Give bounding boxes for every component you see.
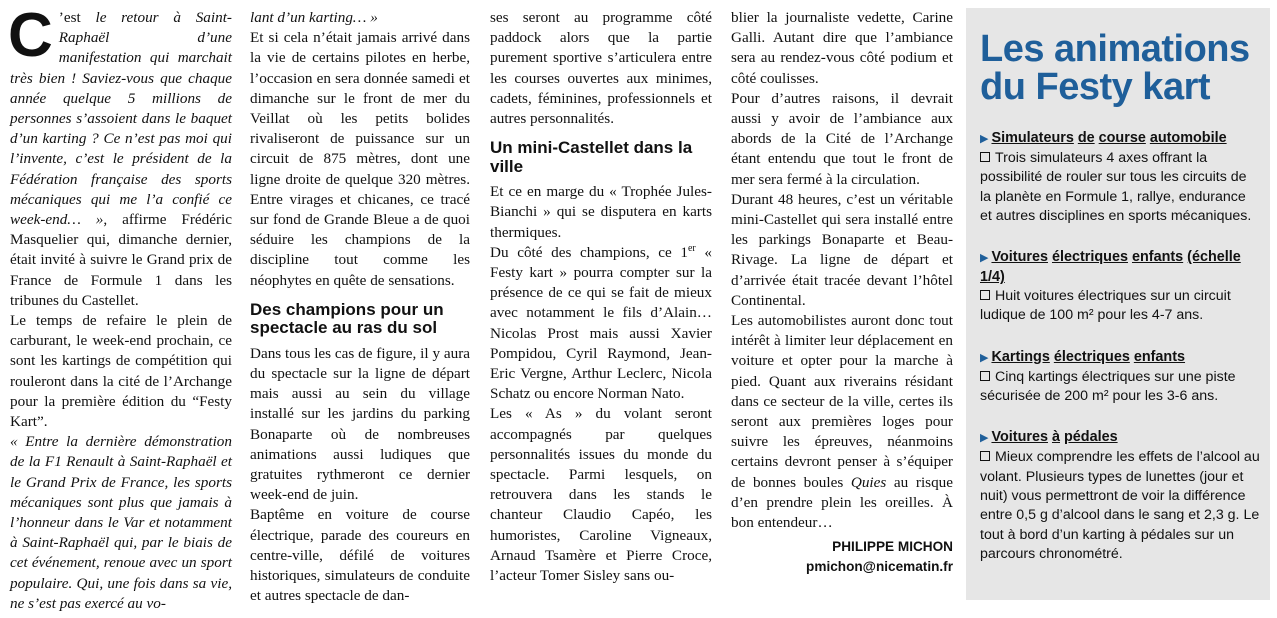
italic-word: Quies [850, 473, 887, 491]
paragraph: Baptême en voiture de course électrique, parade des coureurs en centre-ville, défilé de voitures historiques, simulateurs de conduite et autres spectacle de dan- [250, 506, 470, 605]
heading-word: Voitures [991, 429, 1048, 446]
sidebar-section [980, 428, 1260, 564]
heading-word: Voitures [991, 249, 1048, 266]
paragraph [490, 243, 712, 405]
bullet-triangle-icon: ▶ [980, 133, 989, 145]
quote-paragraph: « Entre la dernière démonstration de la F1 Renault à Saint-Raphaël et le Grand Prix de France, les sports mécaniques sont plus que jamais à l’honneur dans le Var et notamment à Saint-Raphaël qui, par le biais de cet événement, renoue avec un sport populaire. Qui, une fois dans sa vie, ne s’est pas exercé au vo- [10, 433, 232, 612]
subheading-mini-castellet: Un mini-Castellet dans la ville [490, 138, 693, 176]
lead-quote: le retour à Saint-Raphaël d’une manifestation qui marchait très bien ! Saviez-vous que chaque année quelque 5 millions de personnes s’assoient dans le baquet d’un karting ? Ce n’est pas moi qui l’invente, c’est le président de la Fédération française des sports mécaniques qui me l’a confié ce week-end… » [10, 9, 232, 229]
heading-word: pédales [1064, 429, 1118, 446]
sidebar-section [980, 248, 1260, 326]
text-segment: « Festy kart » pourra compter sur la présence de ce qui se fait de mieux avec notamment le fils d’Alain… Nicolas Prost mais aussi Xavier Pompidou, Cyril Raymond, Jean-Eric Vergne, Arthur Leclerc, Nicola Schatz ou encore Norman Nato. [490, 243, 712, 403]
sidebar-title: Les animations du Festy kart [980, 28, 1250, 108]
paragraph: ses seront au programme côté paddock alors que la partie purement sportive s’articulera entre les courses ouvertes aux minimes, cadets, féminines, professionnels et autres personnalités. [490, 9, 712, 128]
paragraph: Le temps de refaire le plein de carburant, le week-end prochain, ce sont les kartings de compétition qui rouleront dans la cité de l’Archange pour la première édition du “Festy Kart”. [10, 312, 232, 431]
author-name: PHILIPPE MICHON [832, 539, 953, 555]
drop-cap: C [8, 1, 53, 70]
bullet-triangle-icon: ▶ [980, 252, 989, 265]
heading-word: enfants [1131, 249, 1184, 266]
lead-paragraph [8, 1, 233, 311]
sidebar-content [980, 30, 1260, 564]
sidebar-section-text: Mieux comprendre les effets de l’alcool au volant. Plusieurs types de lunettes (jour et nuit) vous permettront de voir la différence entre 0,5 g d’alcool dans le sang et 2,3 g. Le tout à bord d’un karting à pédales sur un parcours chronométré. [980, 449, 1260, 562]
quote-continuation: lant d’un karting… » [250, 9, 378, 26]
article-column-4 [731, 8, 953, 577]
heading-word: Simulateurs [991, 130, 1074, 146]
heading-word: Kartings [991, 348, 1050, 365]
sidebar-sections [980, 129, 1260, 564]
sidebar-section-body [980, 287, 1260, 326]
text-segment: au risque d’en prendre plein les oreilles. À bon entendeur… [731, 473, 954, 532]
heading-word: électriques [1051, 249, 1128, 266]
bullet-triangle-icon: ▶ [980, 351, 989, 364]
paragraph: Et si cela n’était jamais arrivé dans la vie de certains pilotes en herbe, l’occasion en sera donnée samedi et dimanche sur le front de mer du Veillat où les petits bolides rivaliseront de puissance sur un circuit de 875 mètres, dont une ligne droite de quelque 320 mètres. Entre virages et chicanes, ce tracé sur fond de Grande Bleue a de quoi séduire les champions de la discipline tout comme les néophytes en quête de sensations. [250, 29, 470, 289]
text-segment: Du côté des champions, ce 1 [490, 243, 688, 261]
heading-word: électriques [1053, 348, 1130, 365]
checkbox-square-icon [980, 152, 990, 162]
paragraph: Et ce en marge du « Trophée Jules-Bianchi » qui se disputera en karts thermiques. [490, 183, 712, 241]
sidebar-box [966, 8, 1270, 600]
lead-segment-2: , affirme Frédéric Masquelier qui, dimanche dernier, était invité à suivre le Grand prix de France de Formule 1 dans les tribunes du Castellet. [10, 211, 233, 309]
sidebar-section [980, 129, 1260, 226]
article-column-3 [490, 8, 712, 586]
checkbox-square-icon [980, 290, 990, 300]
checkbox-square-icon [980, 371, 990, 381]
checkbox-square-icon [980, 451, 990, 461]
text-segment: Les automobilistes auront donc tout intérêt à limiter leur déplacement en voiture et opter pour la marche à pied. Quant aux riverains résidant dans ce secteur de la ville, certes ils seront aux premières loges pour suivre les épreuves, néanmoins certains devront penser à s’équiper de bonnes boules [731, 312, 953, 491]
heading-word: enfants [1133, 348, 1186, 365]
paragraph: Durant 48 heures, c’est un véritable mini-Castellet qui sera installé entre les parkings Bonaparte et Beau-Rivage. La ligne de départ et d’arrivée était tracée devant l’hôtel Continental. [731, 190, 953, 309]
paragraph: Dans tous les cas de figure, il y aura du spectacle sur la ligne de départ mais aussi au sein du village installé sur les jardins du parking Bonaparte où de nombreuses animations aussi ludiques que gratuites rythmeront ce dernier week-end de juin. [250, 344, 470, 504]
heading-word: 1/4) [980, 269, 1005, 286]
sidebar-section-body [980, 448, 1260, 564]
paragraph: Pour d’autres raisons, il devrait aussi y avoir de l’ambiance aux abords de la Cité de l’Archange étant entendu que tout le front de mer sera fermé à la circulation. [731, 89, 953, 188]
sidebar-section-heading [980, 129, 1260, 149]
sidebar-section-heading [980, 428, 1260, 448]
superscript: er [687, 242, 696, 254]
heading-word: (échelle [1187, 249, 1241, 266]
heading-word: automobile [1149, 130, 1227, 146]
sidebar-section [980, 348, 1260, 407]
author-email: pmichon@nicematin.fr [806, 559, 953, 575]
subheading-champions: Des champions pour un spectacle au ras du sol [250, 299, 444, 338]
bullet-triangle-icon: ▶ [980, 432, 989, 445]
article-column-2 [250, 8, 470, 606]
sidebar-section-text: Huit voitures électriques sur un circuit ludique de 100 m² pour les 4-7 ans. [980, 288, 1231, 324]
heading-word: de [1077, 130, 1095, 146]
paragraph: Les « As » du volant seront accompagnés par quelques personnalités issues du monde du spectacle. Parmi lesquels, on retrouvera dans les stands le chanteur Claudio Capéo, les humoristes, Caroline Vigneaux, Arnaud Tsamère et Pierre Croce, l’acteur Tomer Sisley sans ou- [490, 405, 712, 585]
sidebar-section-heading [980, 348, 1260, 368]
heading-word: à [1051, 429, 1060, 446]
lead-segment-1: ’est [58, 9, 96, 26]
sidebar-section-body [980, 368, 1260, 407]
sidebar-section-heading [980, 248, 1260, 287]
paragraph [731, 311, 953, 533]
article-column-1 [8, 1, 233, 614]
paragraph: blier la journaliste vedette, Carine Galli. Autant dire que l’ambiance sera au rendez-vous côté podium et côté coulisses. [731, 9, 953, 87]
sidebar-section-text: Trois simulateurs 4 axes offrant la possibilité de rouler sur tous les circuits de la planète en Formule 1, rallye, endurance et autres disciplines en sports mécaniques. [980, 150, 1252, 224]
heading-word: course [1098, 130, 1146, 146]
sidebar-section-body [980, 149, 1260, 226]
sidebar-section-text: Cinq kartings électriques sur une piste sécurisée de 200 m² pour les 3-6 ans. [980, 368, 1236, 405]
